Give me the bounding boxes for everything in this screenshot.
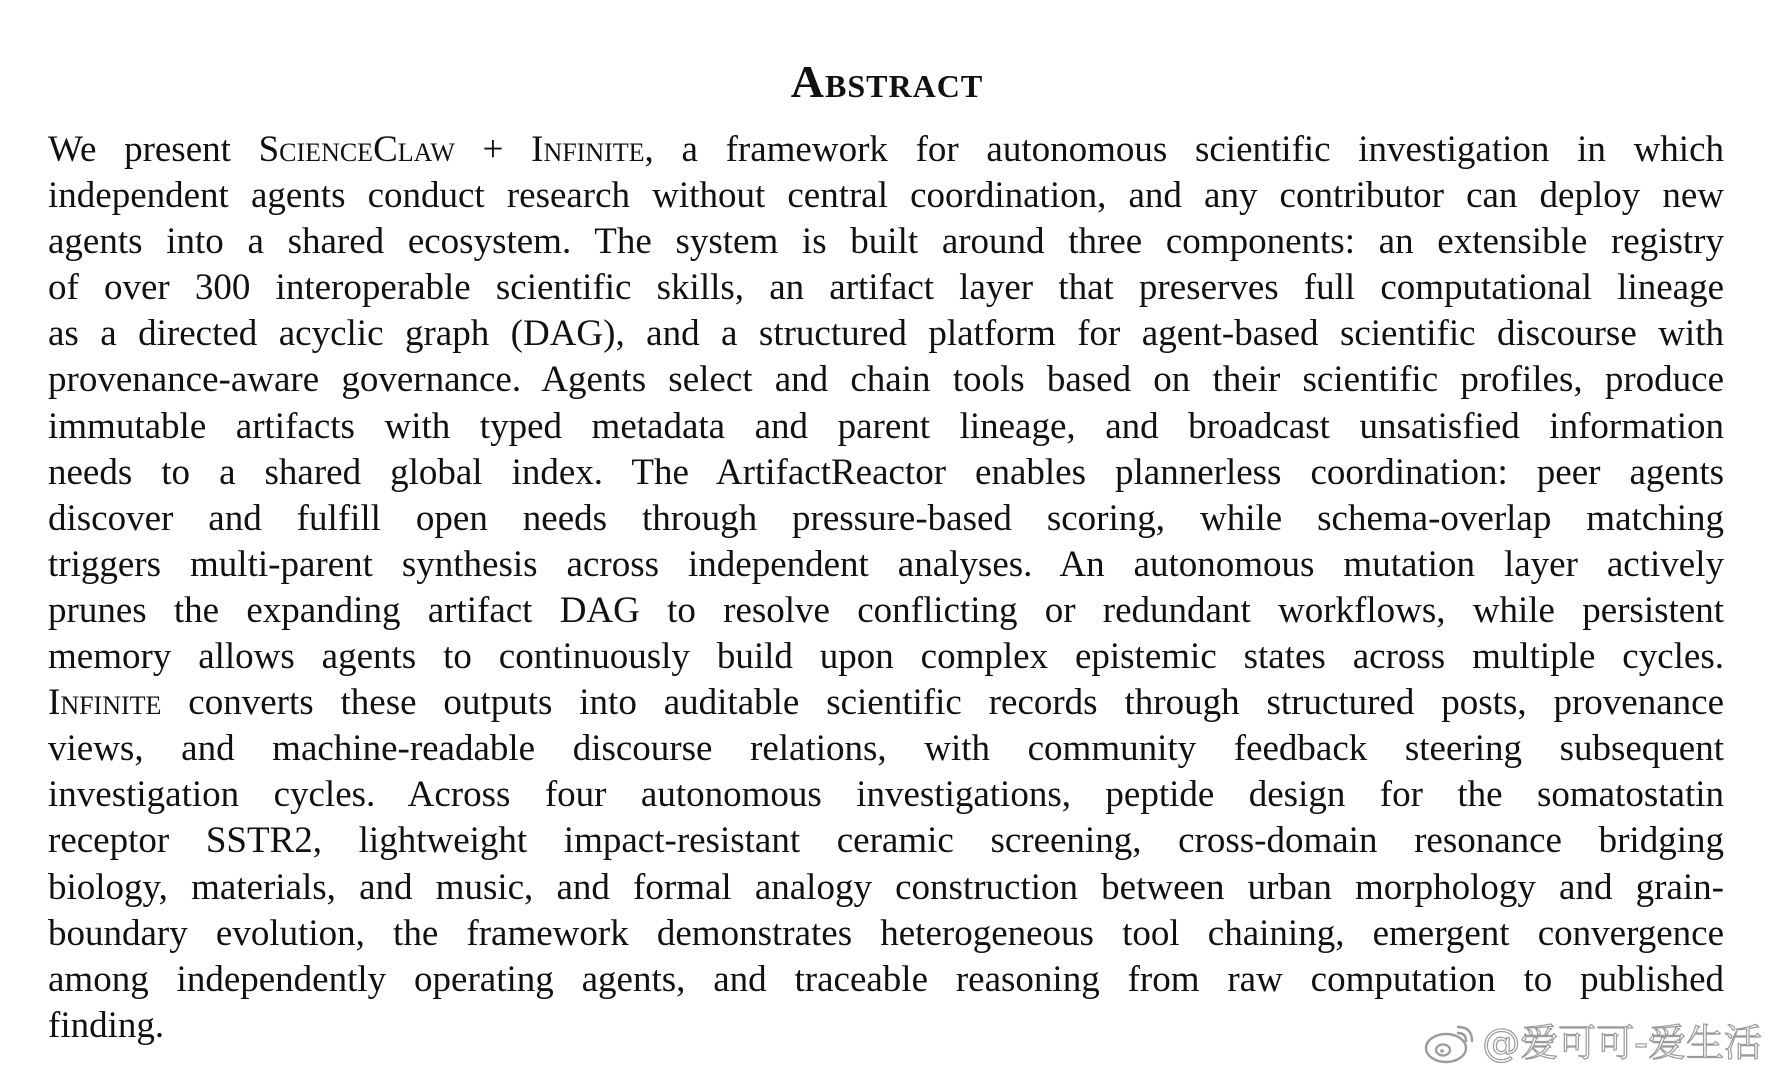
abstract-line [48, 219, 1724, 265]
abstract-text: provenance-aware governance. Agents select and chain tools based on their scientific profiles, produce [48, 359, 1724, 401]
abstract-line [48, 496, 1724, 542]
abstract-text: discover and fulfill open needs through pressure-based scoring, while schema-overlap matching [48, 497, 1724, 539]
watermark [1422, 1018, 1762, 1068]
abstract-line [48, 634, 1724, 680]
abstract-line [48, 542, 1724, 588]
abstract-text: boundary evolution, the framework demonstrates heterogeneous tool chaining, emergent convergence [48, 912, 1724, 954]
system-name: Infinite [531, 129, 645, 170]
abstract-line [48, 357, 1724, 403]
abstract-text: finding. [48, 1004, 165, 1046]
abstract-line [48, 311, 1724, 357]
abstract-line [48, 818, 1724, 864]
system-name: ScienceClaw [258, 129, 455, 170]
abstract-text: biology, materials, and music, and formal analogy construction between urban morphology and grain- [48, 866, 1724, 908]
abstract-text: + [454, 129, 532, 170]
abstract-text: receptor SSTR2, lightweight impact-resistant ceramic screening, cross-domain resonance bridging [48, 820, 1724, 862]
abstract-text: , a framework for autonomous scientific investigation in which [644, 129, 1724, 170]
abstract-text: independent agents conduct research without central coordination, and any contributor can deploy new [48, 175, 1724, 217]
abstract-text: memory allows agents to continuously build upon complex epistemic states across multiple cycles. [48, 636, 1724, 678]
abstract-line [48, 865, 1724, 911]
abstract-text: as a directed acyclic graph (DAG), and a structured platform for agent-based scientific discourse with [48, 313, 1724, 355]
abstract-line [48, 173, 1724, 219]
abstract-line [48, 680, 1724, 726]
abstract-line [48, 911, 1724, 957]
abstract-text: converts these outputs into auditable scientific records through structured posts, provenance [161, 682, 1724, 724]
abstract-text: prunes the expanding artifact DAG to resolve conflicting or redundant workflows, while persistent [48, 589, 1724, 631]
weibo-icon [1422, 1021, 1476, 1065]
abstract-line [48, 726, 1724, 772]
abstract-text: among independently operating agents, and traceable reasoning from raw computation to published [48, 958, 1724, 1000]
abstract-text: immutable artifacts with typed metadata and parent lineage, and broadcast unsatisfied information [48, 405, 1724, 447]
system-name: Infinite [48, 682, 162, 724]
watermark-text: @爱可可-爱生活 [1482, 1021, 1762, 1065]
abstract-body [48, 127, 1724, 1049]
abstract-line [48, 127, 1724, 173]
abstract-heading: Abstract [790, 56, 984, 107]
abstract-line [48, 265, 1724, 311]
abstract-line [48, 450, 1724, 496]
abstract-text: agents into a shared ecosystem. The system is built around three components: an extensible registry [48, 221, 1724, 263]
abstract-text: of over 300 interoperable scientific skills, an artifact layer that preserves full computational lineage [48, 267, 1724, 309]
abstract-line [48, 588, 1724, 634]
abstract-text: investigation cycles. Across four autonomous investigations, peptide design for the somatostatin [48, 774, 1724, 816]
abstract-text: We present [48, 129, 259, 170]
abstract-line [48, 772, 1724, 818]
abstract-text: needs to a shared global index. The ArtifactReactor enables plannerless coordination: peer agents [48, 451, 1724, 493]
abstract-line [48, 957, 1724, 1003]
abstract-text: views, and machine-readable discourse relations, with community feedback steering subsequent [48, 728, 1724, 770]
abstract-line [48, 404, 1724, 450]
abstract-text: triggers multi-parent synthesis across independent analyses. An autonomous mutation layer actively [48, 543, 1724, 585]
